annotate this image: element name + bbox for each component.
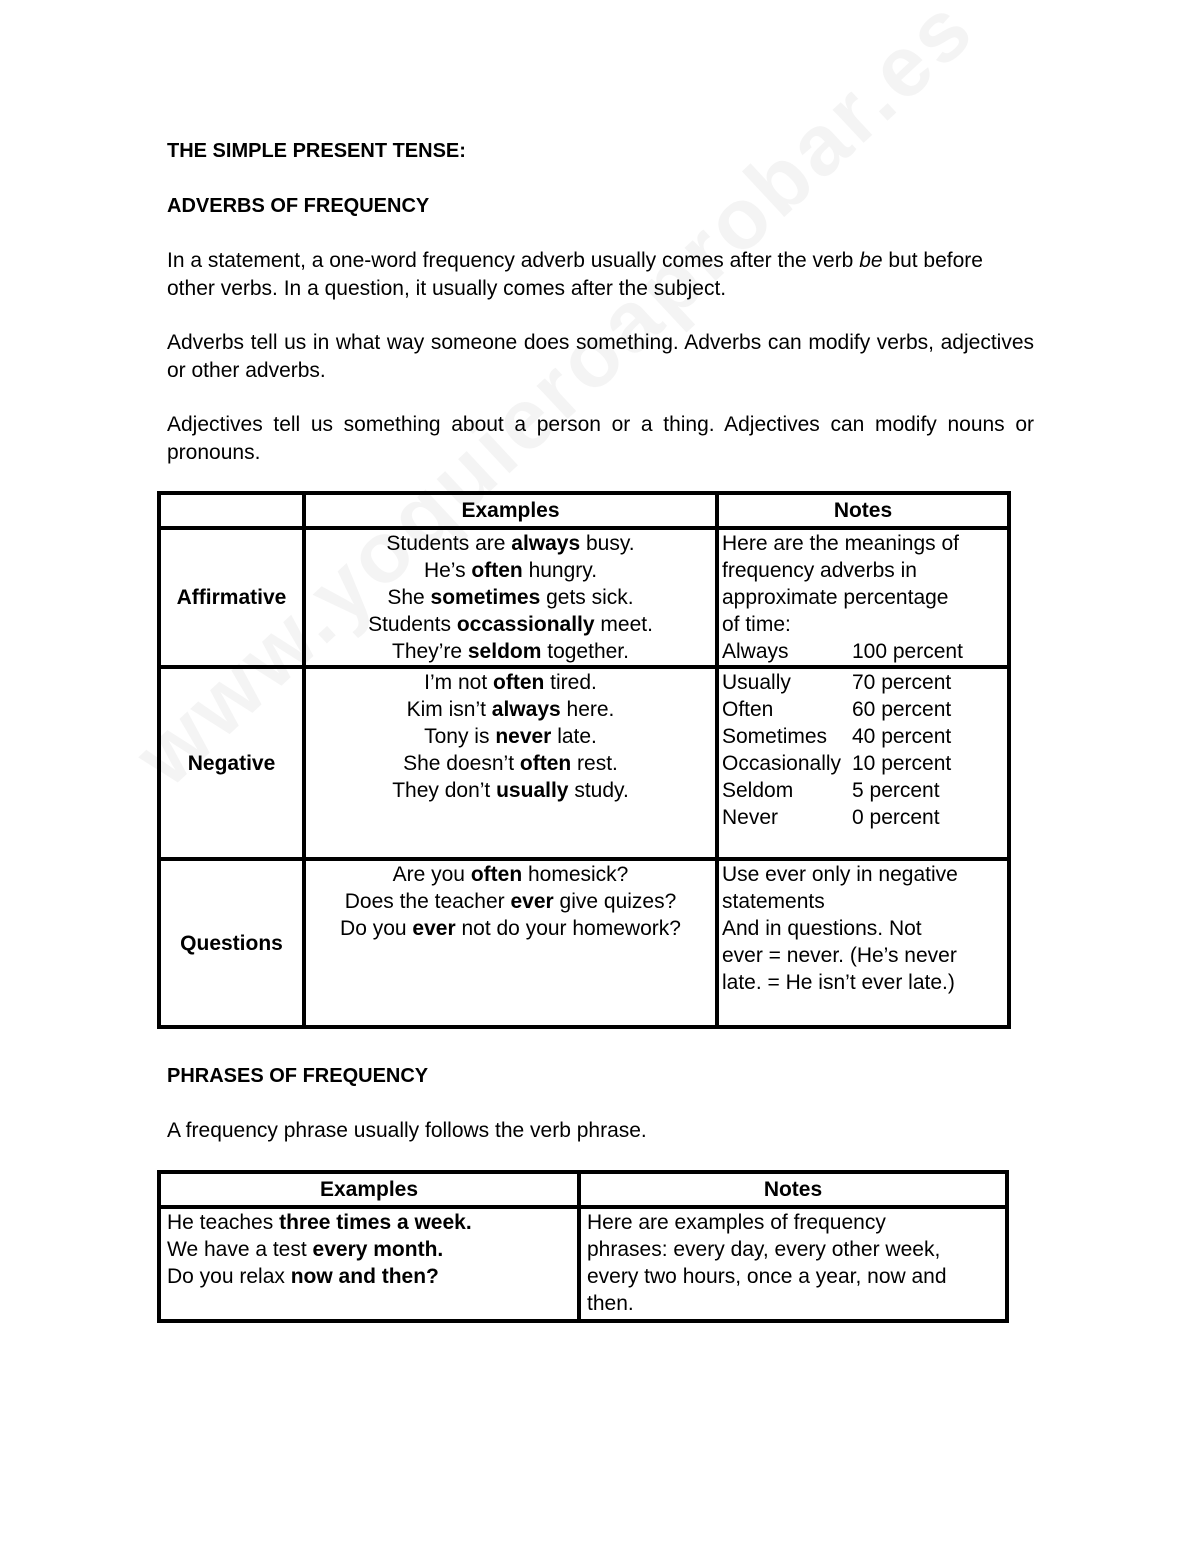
para1-italic-be: be [859, 249, 883, 272]
table2-header-examples: Examples [161, 1174, 581, 1209]
section-heading-phrases: PHRASES OF FREQUENCY [167, 1065, 429, 1087]
note-line: then. [587, 1292, 634, 1315]
note-line: Use ever only in negative [722, 863, 958, 886]
page-title: THE SIMPLE PRESENT TENSE: [167, 140, 466, 162]
section-heading-adverbs: ADVERBS OF FREQUENCY [167, 195, 430, 217]
note-line: frequency adverbs in [722, 559, 917, 582]
table1-row-affirmative [161, 530, 1007, 669]
notes-questions [719, 861, 1007, 1025]
para1-after: but before other verbs. In a question, it usually comes after the subject. [167, 249, 983, 300]
percent-row: Seldom 5 percent [722, 779, 940, 802]
note-line: every two hours, once a year, now and [587, 1265, 947, 1288]
example-line: They’re seldom together. [392, 640, 629, 663]
note-line: And in questions. Not [722, 917, 922, 940]
examples-questions [306, 861, 719, 1025]
example-line: Do you ever not do your homework? [340, 917, 681, 940]
example-line: She doesn’t often rest. [403, 752, 618, 775]
note-line: approximate percentage [722, 586, 949, 609]
paragraph-adverbs-definition: Adverbs tell us in what way someone does something. Adverbs can modify verbs, adjectives or other adverbs. [167, 331, 1034, 382]
example-line: They don’t usually study. [392, 779, 629, 802]
percent-row: Never 0 percent [722, 806, 940, 829]
percent-row: Sometimes 40 percent [722, 725, 952, 748]
examples-affirmative [306, 530, 719, 669]
table1-row-negative [161, 669, 1007, 861]
examples-negative [306, 669, 719, 861]
example-line: Do you relax now and then? [167, 1265, 439, 1288]
row-label-affirmative: Affirmative [161, 530, 306, 669]
example-line: Students occassionally meet. [368, 613, 653, 636]
note-line: of time: [722, 613, 791, 636]
paragraph-frequency-phrase: A frequency phrase usually follows the verb phrase. [167, 1119, 647, 1142]
example-line: Are you often homesick? [392, 863, 629, 886]
example-line: We have a test every month. [167, 1238, 444, 1261]
note-line: late. = He isn’t ever late.) [722, 971, 955, 994]
table2-notes [581, 1209, 1005, 1319]
note-line: statements [722, 890, 825, 913]
percent-row: Always 100 percent [722, 640, 963, 663]
percent-row: Usually 70 percent [722, 671, 952, 694]
row-label-questions: Questions [161, 861, 306, 1025]
paragraph-adjectives-definition: Adjectives tell us something about a person or a thing. Adjectives can modify nouns or pronouns. [167, 413, 1034, 464]
example-line: Does the teacher ever give quizes? [344, 890, 677, 913]
table2-row [161, 1209, 1005, 1319]
table2-header-notes: Notes [581, 1174, 1005, 1209]
note-line: ever = never. (He’s never [722, 944, 957, 967]
notes-negative [719, 669, 1007, 861]
example-line: Students are always busy. [386, 532, 635, 555]
para1-before: In a statement, a one-word frequency adverb usually comes after the verb [167, 249, 860, 272]
table2-header-row [161, 1174, 1005, 1209]
percent-row: Occasionally 10 percent [722, 752, 952, 775]
example-line: He teaches three times a week. [167, 1211, 472, 1234]
table1-header-notes: Notes [719, 495, 1007, 530]
note-line: phrases: every day, every other week, [587, 1238, 941, 1261]
note-line: Here are examples of frequency [587, 1211, 886, 1234]
paragraph-adverb-position [167, 247, 1034, 303]
note-line: Here are the meanings of [722, 532, 959, 555]
example-line: Kim isn’t always here. [406, 698, 615, 721]
table1-header-examples: Examples [306, 495, 719, 530]
adverbs-frequency-table [157, 491, 1011, 1029]
notes-affirmative [719, 530, 1007, 669]
table1-header-empty [161, 495, 306, 530]
table1-row-questions [161, 861, 1007, 1025]
table2-examples [161, 1209, 581, 1319]
example-line: He’s often hungry. [423, 559, 598, 582]
row-label-negative: Negative [161, 669, 306, 861]
example-line: I’m not often tired. [424, 671, 597, 694]
example-line: She sometimes gets sick. [387, 586, 634, 609]
table1-header-row [161, 495, 1007, 530]
phrases-frequency-table [157, 1170, 1009, 1323]
example-line: Tony is never late. [424, 725, 597, 748]
percent-row: Often 60 percent [722, 698, 952, 721]
